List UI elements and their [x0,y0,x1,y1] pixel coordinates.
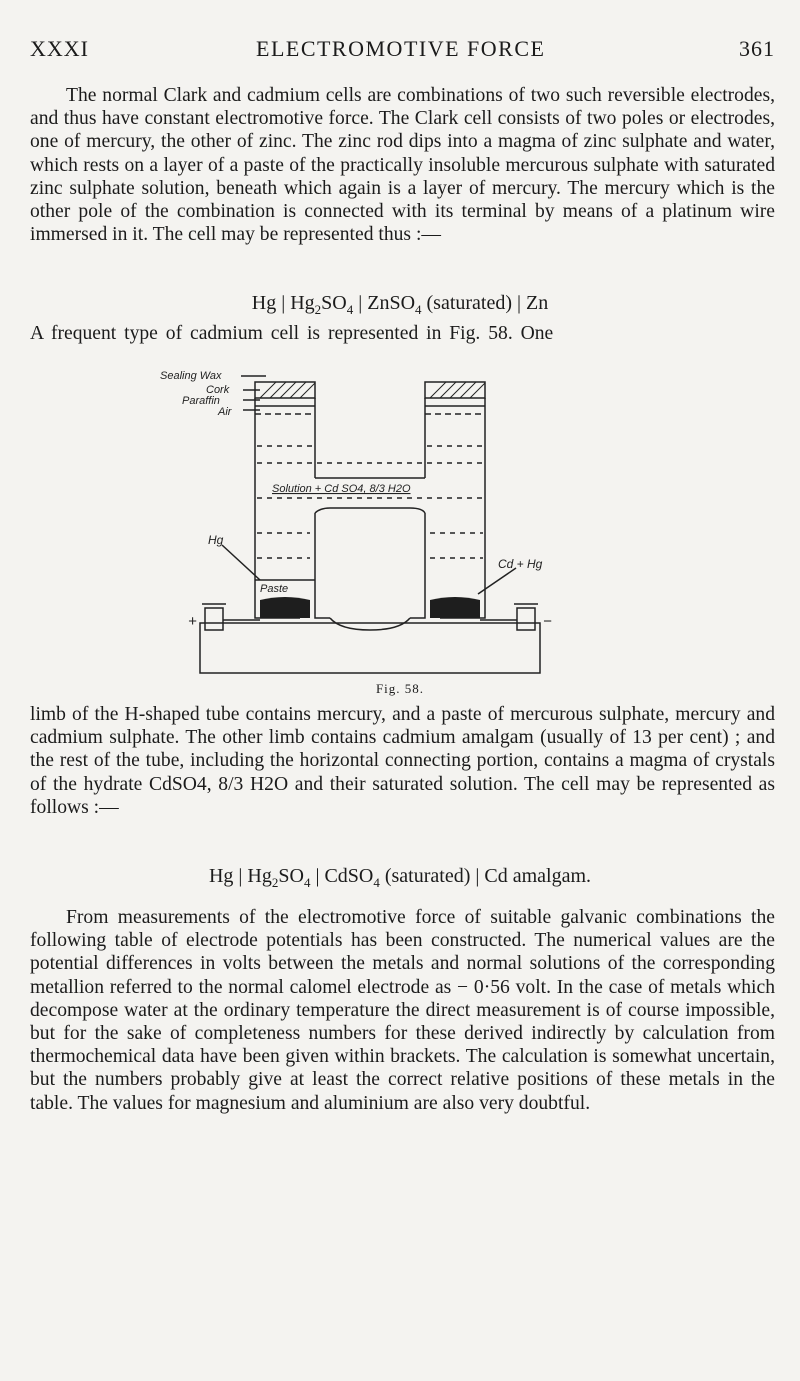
mercury-pool [260,597,310,618]
running-title: ELECTROMOTIVE FORCE [256,36,546,61]
chapter-number: XXXI [30,36,89,61]
figure-58-cadmium-cell [160,368,580,678]
formula-cadmium-cell: Hg | $Hg_2SO_4$ | CdSO$_4$ (saturated) | Cd amalgam. [208,865,592,890]
label-minus: − [543,613,552,630]
label-air: Air [218,406,232,418]
paragraph-electrode-potentials: From measurements of the electromotive force of suitable galvanic combinations the following table of electrode potentials has been constructed. The numerical values are the potential differences in volts between the metals and normal solutions of the corresponding metallion referred to the normal calomel electrode as − 0·56 volt. In the case of metals which decompose water at the ordinary temperature the direct measurement is of course impossible, but for the sake of completeness numbers for these derived indirectly by calculation from thermochemical data have been given within brackets. The calculation is somewhat uncertain, but the numbers probably give at least the correct relative positions of these metals in the table. The values for magnesium and aluminium are also very doubtful. [30,907,775,1114]
label-cd-hg: Cd + Hg [498,557,543,571]
page-number: 361 [739,36,775,61]
figure-caption: Fig. 58. [375,681,425,696]
paragraph-cadmium-cell: limb of the H-shaped tube contains mercury, and a paste of mercurous sulphate, mercury and cadmium sulphate. The other limb contains cadmium amalgam (usually of 13 per cent) ; and the rest of the tube, including the horizontal connecting portion, contains a magma of crystals of the hydrate CdSO4, 8/3 H2O and their saturated solution. The cell may be represented as follows :— [30,704,775,818]
label-paste: Paste [260,583,289,595]
amalgam-pool [430,597,480,618]
label-sealing-wax: Sealing Wax [160,370,222,382]
label-hg: Hg [208,533,224,547]
label-plus: + [188,613,197,630]
label-paraffin: Paraffin [182,395,220,407]
label-cork: Cork [206,384,230,396]
formula-clark-cell: Hg | $Hg_2SO_4$ | ZnSO$_4$ (saturated) | Zn [251,292,549,317]
label-solution: Solution + Cd SO4, 8/3 H2O [272,483,411,495]
paragraph-cadmium-intro: A frequent type of cadmium cell is represented in Fig. 58. One [30,323,554,344]
paragraph-clark-cell: The normal Clark and cadmium cells are combinations of two such reversible electrodes, and thus have constant electromotive force. The Clark cell consists of two poles or electrodes, one of mercury, the other of zinc. The zinc rod dips into a magma of zinc sulphate and water, which rests on a layer of a paste of the practically insoluble mercurous sulphate with saturated zinc sulphate solution, beneath which again is a layer of mercury. The mercury which is the other pole of the combination is connected with its terminal by means of a platinum wire immersed in it. The cell may be represented thus :— [30,85,775,246]
running-header [30,36,775,66]
